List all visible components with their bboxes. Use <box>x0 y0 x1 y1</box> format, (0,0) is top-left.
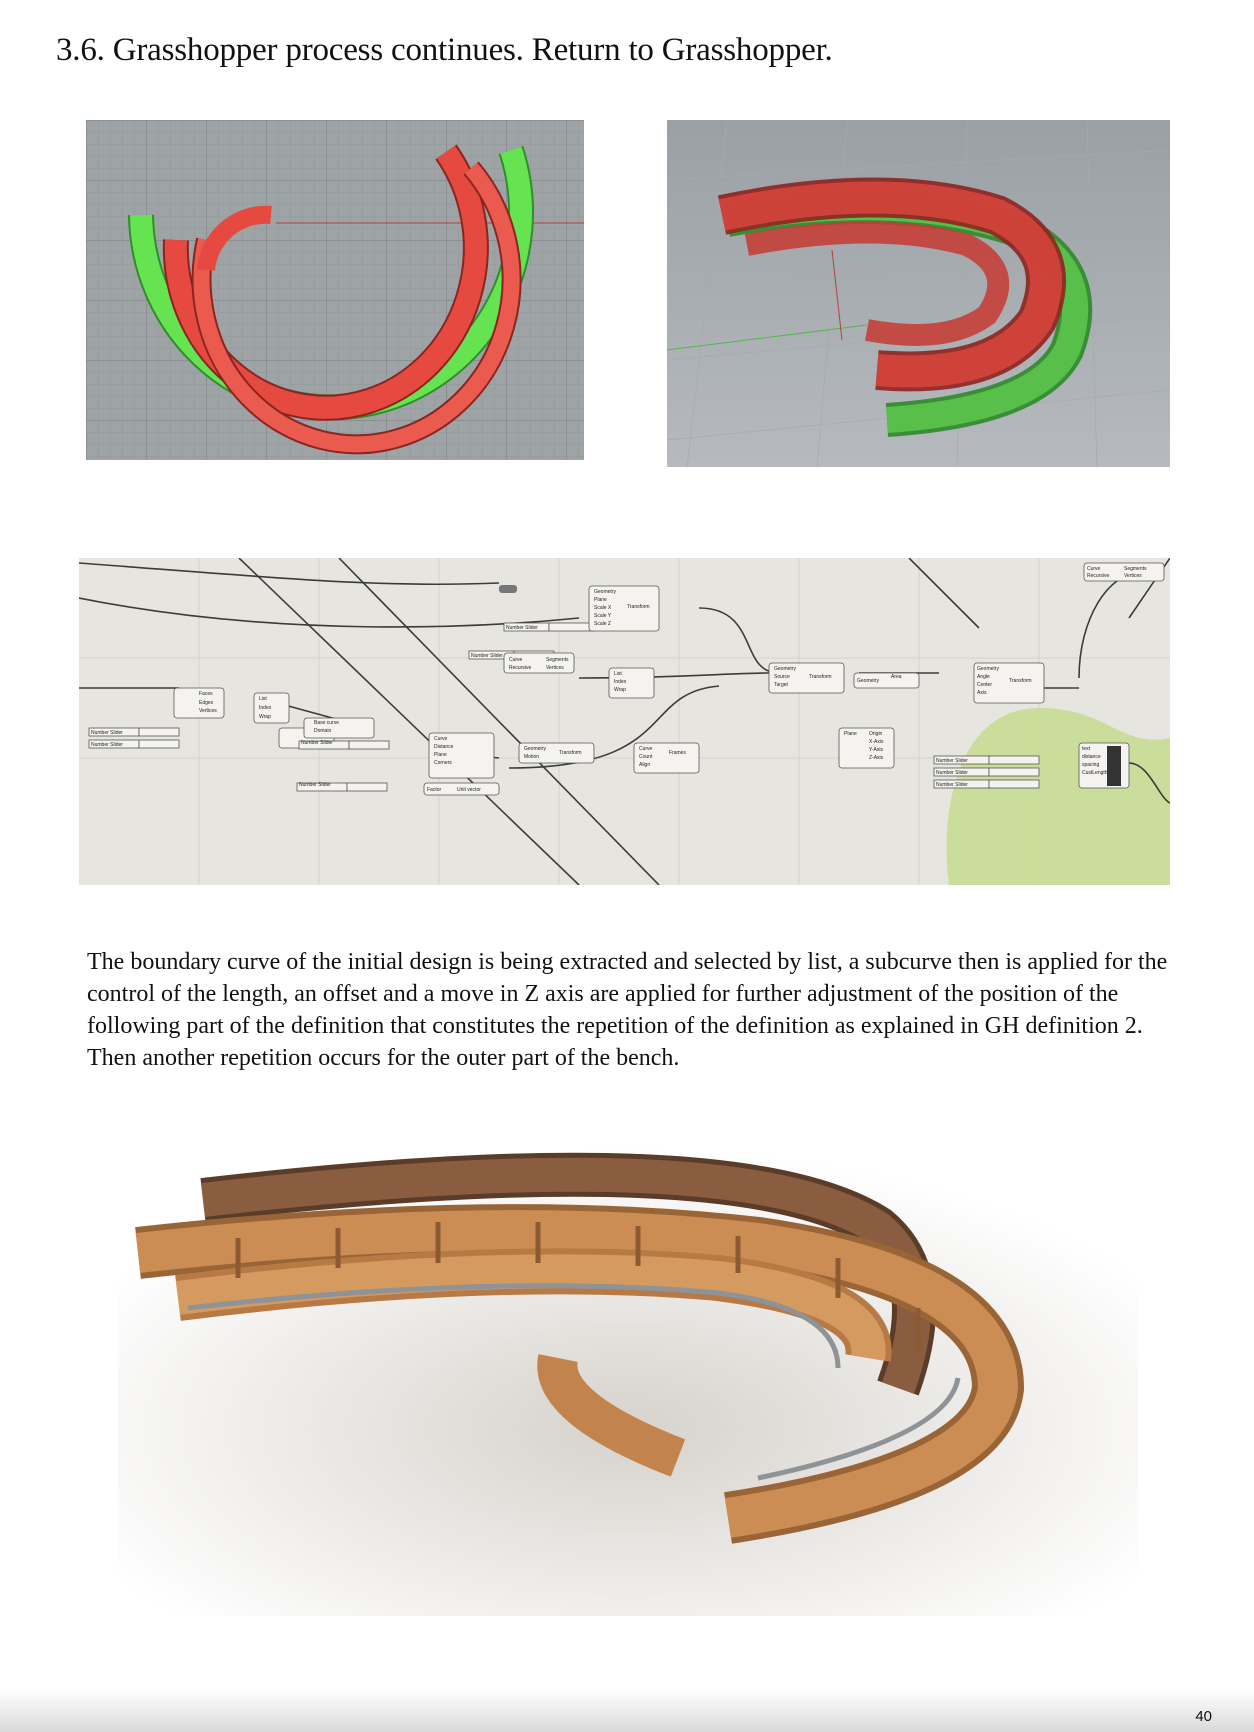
svg-text:Scale Z: Scale Z <box>594 621 611 627</box>
svg-text:Number Slider: Number Slider <box>936 758 968 764</box>
svg-text:Vertices: Vertices <box>546 665 564 671</box>
svg-text:Factor: Factor <box>427 787 442 793</box>
svg-text:Count: Count <box>639 754 653 760</box>
svg-text:Geometry: Geometry <box>977 666 999 672</box>
svg-text:Segments: Segments <box>546 657 569 663</box>
svg-text:Origin: Origin <box>869 731 883 737</box>
svg-text:Number Slider: Number Slider <box>91 730 123 736</box>
svg-text:Y-Axis: Y-Axis <box>869 747 883 753</box>
svg-text:Number Slider: Number Slider <box>936 782 968 788</box>
page-number: 40 <box>1195 1708 1212 1725</box>
svg-text:Segments: Segments <box>1124 566 1147 572</box>
svg-text:Faces: Faces <box>199 691 213 697</box>
top-view-viewport-image <box>86 120 584 460</box>
svg-text:Vertices: Vertices <box>1124 573 1142 579</box>
svg-text:Curve: Curve <box>509 657 523 663</box>
svg-text:Frames: Frames <box>669 750 686 756</box>
svg-text:Recursive: Recursive <box>1087 573 1110 579</box>
svg-text:Curve: Curve <box>1087 566 1101 572</box>
svg-text:Number Slider: Number Slider <box>301 740 333 746</box>
body-paragraph: The boundary curve of the initial design is being extracted and selected by list, a subcurve then is applied for the control of the length, an offset and a move in Z axis are applied for further adjustment of the position of the following part of the definition that constitutes the repetition of the definition as explained in GH definition 2. Then another repetition occurs for the outer part of the bench. <box>87 949 1168 1071</box>
svg-text:Z-Axis: Z-Axis <box>869 755 884 761</box>
svg-text:Index: Index <box>614 679 627 685</box>
svg-text:Transform: Transform <box>809 674 832 680</box>
svg-text:Geometry: Geometry <box>857 678 879 684</box>
svg-text:Geometry: Geometry <box>774 666 796 672</box>
svg-text:Curve: Curve <box>639 746 653 752</box>
svg-text:Recursive: Recursive <box>509 665 532 671</box>
svg-text:CustLength: CustLength <box>1082 770 1108 776</box>
svg-text:Number Slider: Number Slider <box>471 653 503 659</box>
svg-text:Plane: Plane <box>844 731 857 737</box>
svg-text:Angle: Angle <box>977 674 990 680</box>
svg-text:Wrap: Wrap <box>614 687 626 693</box>
svg-text:Align: Align <box>639 762 651 768</box>
svg-text:Number Slider: Number Slider <box>91 742 123 748</box>
svg-text:distance: distance <box>1082 754 1101 760</box>
svg-text:List: List <box>259 696 267 702</box>
page-heading: 3.6. Grasshopper process continues. Return to Grasshopper. <box>56 32 833 68</box>
svg-text:Geometry: Geometry <box>524 746 546 752</box>
svg-text:Plane: Plane <box>594 597 607 603</box>
svg-text:Index: Index <box>259 705 272 711</box>
svg-text:Plane: Plane <box>434 752 447 758</box>
svg-text:Edges: Edges <box>199 700 214 706</box>
svg-text:Curve: Curve <box>434 736 448 742</box>
svg-text:Area: Area <box>891 674 902 680</box>
svg-text:Corners: Corners <box>434 760 452 766</box>
svg-text:Number Slider: Number Slider <box>506 625 538 631</box>
svg-text:Transform: Transform <box>559 750 582 756</box>
svg-text:Source: Source <box>774 674 790 680</box>
svg-text:X-Axis: X-Axis <box>869 739 884 745</box>
svg-text:spacing: spacing <box>1082 762 1100 768</box>
svg-text:Domain: Domain <box>314 728 332 734</box>
svg-text:Distance: Distance <box>434 744 454 750</box>
svg-text:Axis: Axis <box>977 690 987 696</box>
svg-text:Vertices: Vertices <box>199 708 217 714</box>
svg-text:Number Slider: Number Slider <box>936 770 968 776</box>
svg-text:Base curve: Base curve <box>314 720 340 726</box>
svg-text:List: List <box>614 671 622 677</box>
svg-text:Scale X: Scale X <box>594 605 612 611</box>
perspective-viewport-image <box>667 120 1170 467</box>
svg-text:Transform: Transform <box>627 604 650 610</box>
svg-text:Motion: Motion <box>524 754 540 760</box>
svg-text:Number Slider: Number Slider <box>299 782 331 788</box>
svg-text:Target: Target <box>774 682 788 688</box>
page-footer <box>0 1690 1254 1732</box>
grasshopper-canvas-image <box>79 558 1170 885</box>
svg-text:Unit vector: Unit vector <box>457 787 481 793</box>
svg-text:text: text <box>1082 746 1091 752</box>
svg-text:Transform: Transform <box>1009 678 1032 684</box>
svg-text:Wrap: Wrap <box>259 714 271 720</box>
bench-render-image <box>118 1148 1138 1616</box>
svg-text:Center: Center <box>977 682 993 688</box>
svg-text:Geometry: Geometry <box>594 589 616 595</box>
svg-text:Scale Y: Scale Y <box>594 613 612 619</box>
